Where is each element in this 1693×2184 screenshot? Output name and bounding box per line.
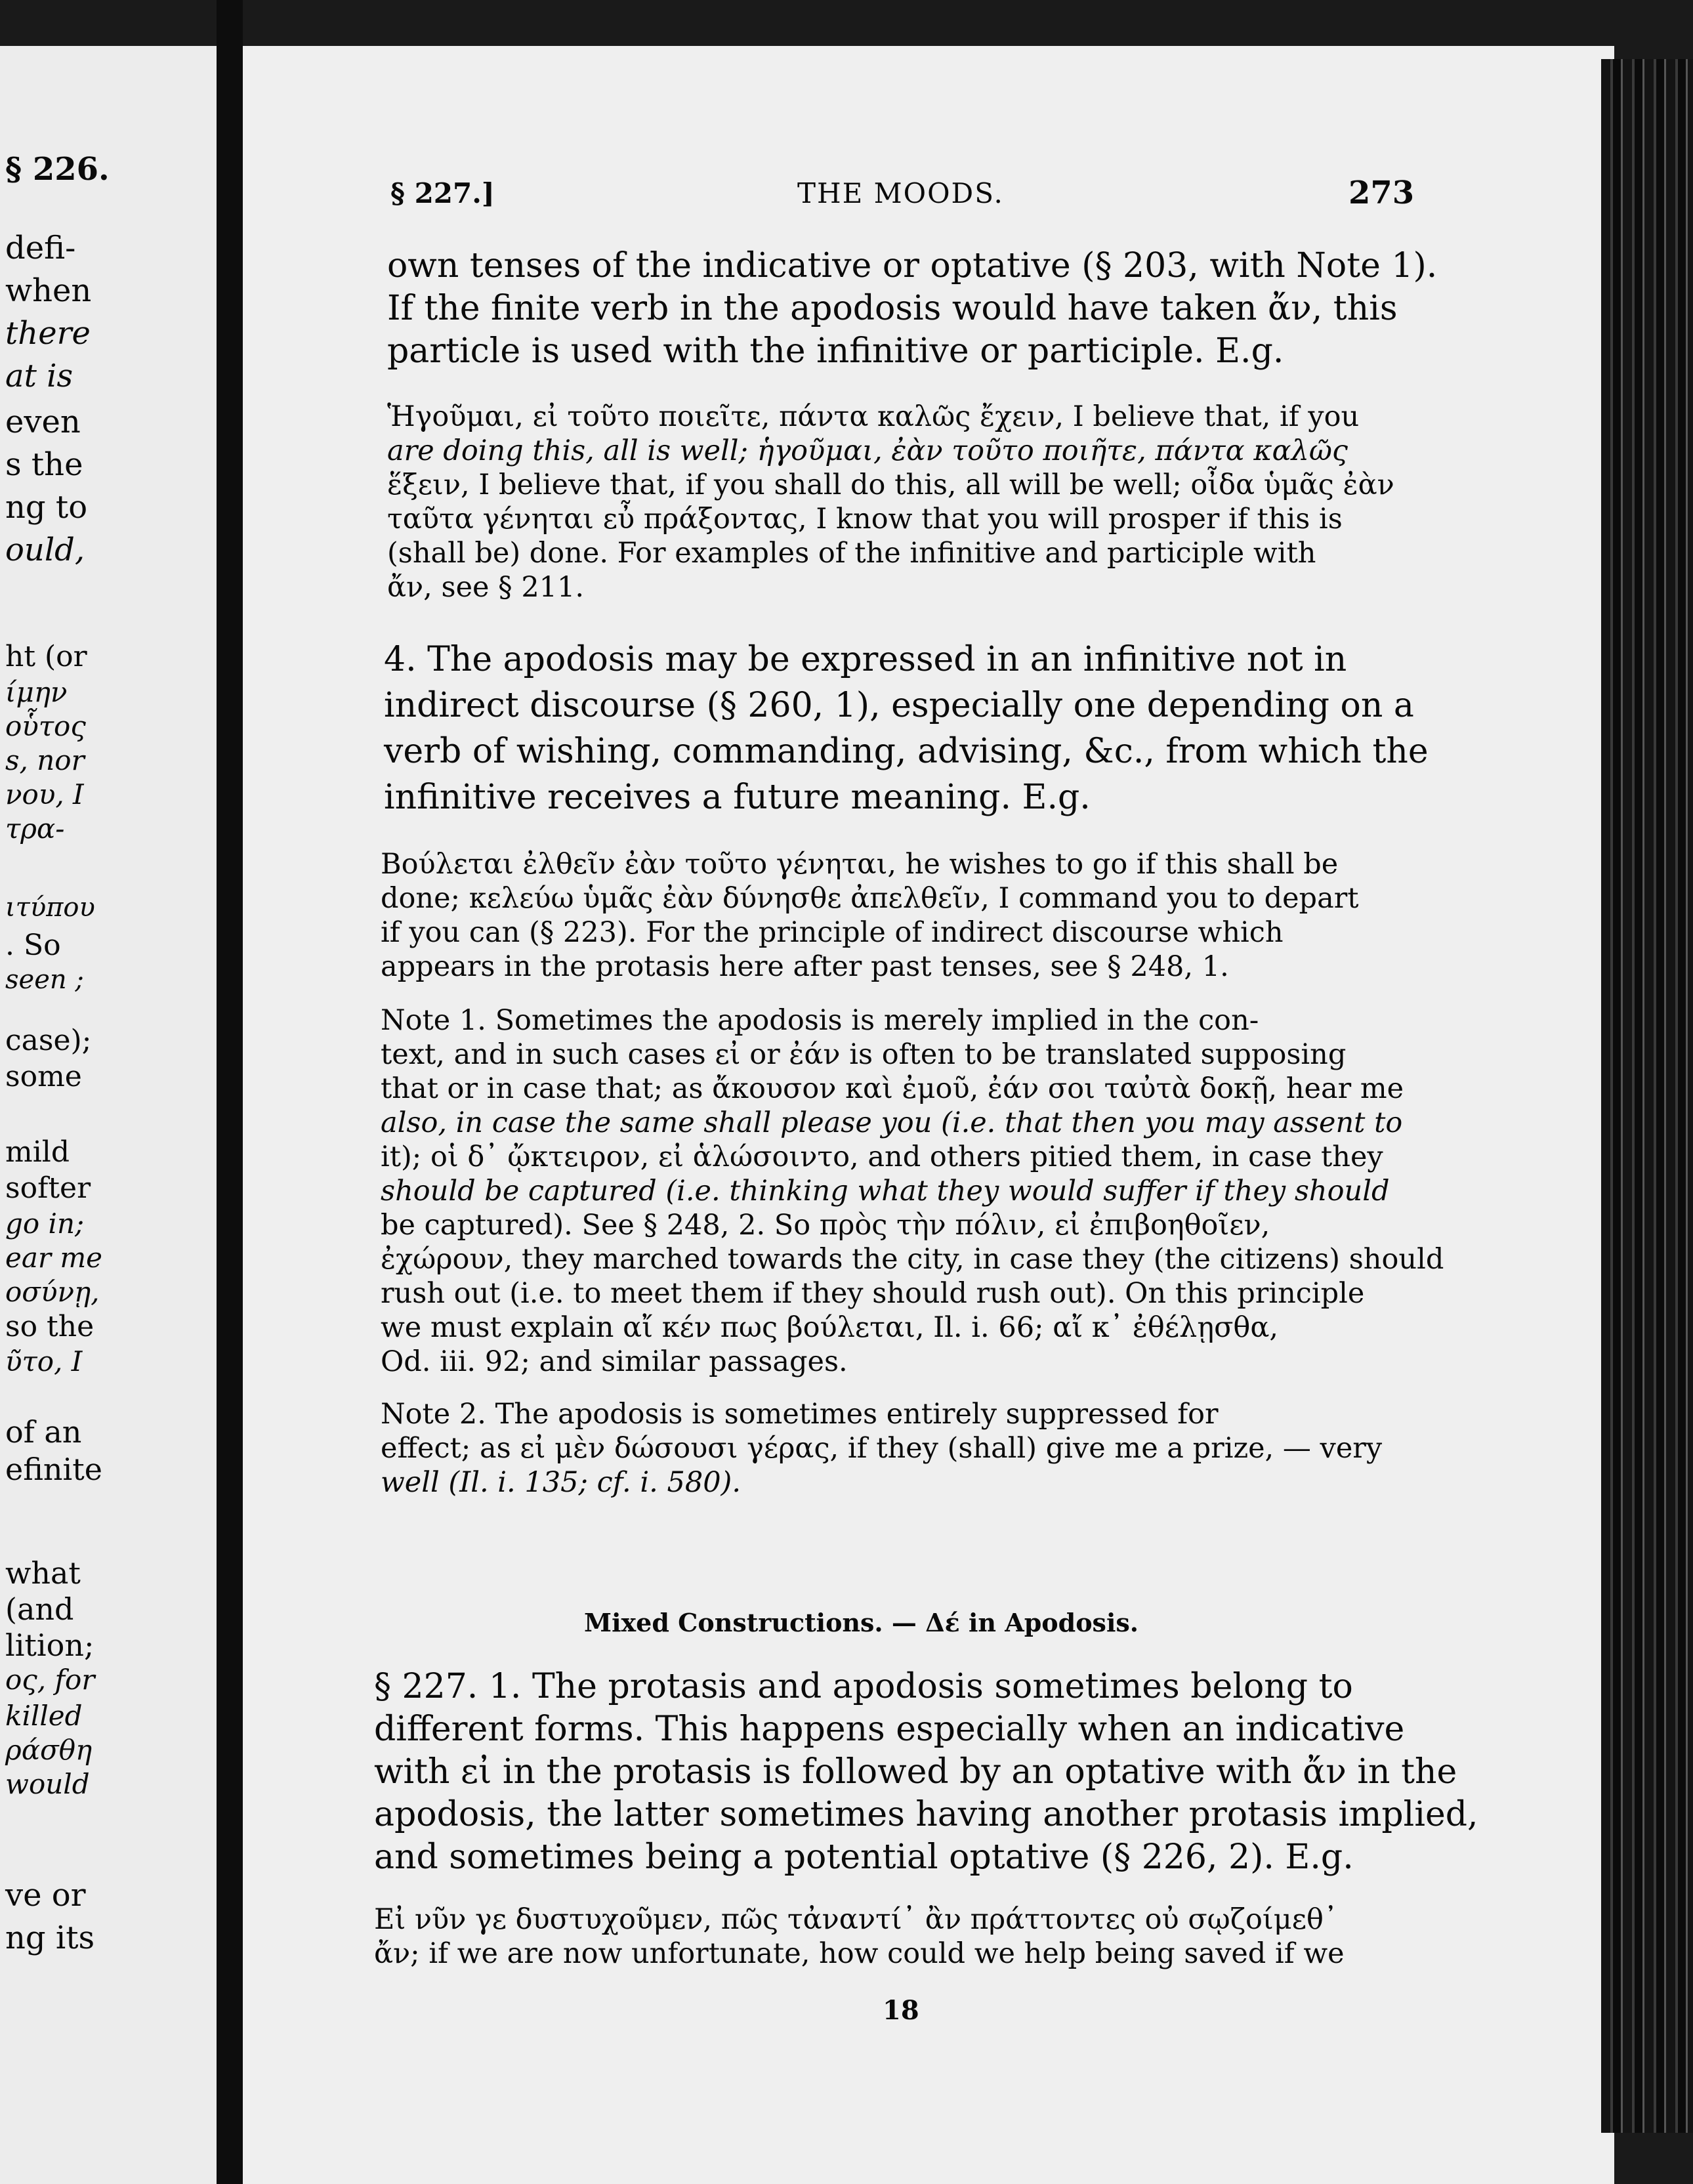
section-line: and sometimes being a potential optative (§ 226, 2). E.g.: [374, 1838, 1354, 1877]
note-line: Od. iii. 92; and similar passages.: [381, 1345, 848, 1378]
left-page-line: § 226.: [5, 151, 110, 188]
left-page-line: mild: [5, 1135, 70, 1169]
left-page-line: s the: [5, 446, 83, 483]
section-line: with εἰ in the protasis is followed by an optative with ἄν in the: [374, 1752, 1457, 1792]
book-gutter: [217, 0, 243, 2184]
left-page-line: ear me: [5, 1242, 103, 1274]
left-page-line: νου, I: [5, 778, 84, 810]
running-header-title: THE MOODS.: [797, 177, 1004, 209]
note-line: should be captured (i.e. thinking what they would suffer if they should: [381, 1175, 1390, 1208]
section-line: § 227. 1. The protasis and apodosis sometimes belong to: [374, 1667, 1353, 1706]
section-subheading: Mixed Constructions. — Δέ in Apodosis.: [584, 1608, 1139, 1637]
left-page-line: ng its: [5, 1920, 95, 1956]
left-page-line: go in;: [5, 1208, 85, 1240]
body-line: indirect discourse (§ 260, 1), especially one depending on a: [384, 686, 1414, 725]
left-page-line: of an: [5, 1414, 82, 1450]
left-page-line: ράσθη: [5, 1734, 93, 1766]
note-line: we must explain αἴ κέν πως βούλεται, Il. i. 66; αἴ κ᾽ ἐθέλῃσθα,: [381, 1311, 1279, 1344]
note-line: text, and in such cases εἰ or ἐάν is often to be translated supposing: [381, 1038, 1347, 1071]
left-page-line: some: [5, 1060, 82, 1093]
example-line: Βούλεται ἐλθεῖν ἐὰν τοῦτο γένηται, he wishes to go if this shall be: [381, 848, 1339, 881]
left-page-line: efinite: [5, 1452, 102, 1487]
note-line: rush out (i.e. to meet them if they should rush out). On this principle: [381, 1277, 1365, 1310]
left-page-line: ίμην: [5, 676, 68, 708]
signature-mark: 18: [883, 1995, 919, 2026]
left-page-line: τρα-: [5, 812, 65, 845]
left-page-line: . So: [5, 929, 61, 962]
left-page-line: ος, for: [5, 1664, 95, 1696]
note-line: well (Il. i. 135; cf. i. 580).: [381, 1466, 742, 1499]
note-line: it); οἱ δ᾽ ᾤκτειρον, εἰ ἁλώσοιντο, and others pitied them, in case they: [381, 1141, 1383, 1173]
body-line: verb of wishing, commanding, advising, &c., from which the: [384, 732, 1429, 771]
left-page-line: ould,: [5, 532, 85, 568]
left-page-line: defi-: [5, 230, 76, 266]
left-page-line: (and: [5, 1591, 74, 1627]
note-line: Note 1. Sometimes the apodosis is merely implied in the con-: [381, 1004, 1259, 1037]
body-line: own tenses of the indicative or optative (§ 203, with Note 1).: [387, 246, 1438, 285]
left-page-line: s, nor: [5, 744, 85, 776]
section-line: apodosis, the latter sometimes having another protasis implied,: [374, 1795, 1478, 1834]
left-page-line: ng to: [5, 489, 88, 526]
left-facing-page: [0, 46, 217, 2184]
left-page-line: softer: [5, 1171, 91, 1205]
body-line: particle is used with the infinitive or participle. E.g.: [387, 331, 1284, 371]
note-line: be captured). See § 248, 2. So πρὸς τὴν πόλιν, εἰ ἐπιβοηθοῖεν,: [381, 1209, 1270, 1242]
section-line: different forms. This happens especially when an indicative: [374, 1710, 1405, 1749]
left-page-line: what: [5, 1555, 81, 1591]
note-line: also, in case the same shall please you (i.e. that then you may assent to: [381, 1106, 1403, 1139]
note-line: Note 2. The apodosis is sometimes entirely suppressed for: [381, 1398, 1219, 1431]
running-header-section: § 227.]: [390, 177, 495, 209]
left-page-line: there: [5, 315, 91, 352]
example-line: ταῦτα γένηται εὖ πράξοντας, I know that you will prosper if this is: [387, 503, 1343, 536]
left-page-line: when: [5, 272, 92, 309]
left-page-line: killed: [5, 1700, 83, 1732]
body-line: If the finite verb in the apodosis would have taken ἄν, this: [387, 289, 1398, 328]
left-page-line: seen ;: [5, 965, 84, 995]
left-page-line: case);: [5, 1024, 92, 1057]
left-page-line: so the: [5, 1310, 94, 1343]
example-line: Εἰ νῦν γε δυστυχοῦμεν, πῶς τἀναντί᾽ ἂν πράττοντες οὐ σῳζοίμεθ᾽: [374, 1903, 1338, 1936]
left-page-line: at is: [5, 358, 73, 394]
left-page-line: ιτύπου: [5, 892, 95, 923]
left-page-line: ve or: [5, 1877, 86, 1914]
left-page-line: ῦτο, I: [5, 1345, 83, 1377]
note-line: effect; as εἰ μὲν δώσουσι γέρας, if they (shall) give me a prize, — very: [381, 1432, 1383, 1465]
book-page: [243, 46, 1614, 2184]
example-line: ἕξειν, I believe that, if you shall do this, all will be well; οἶδα ὑμᾶς ἐὰν: [387, 469, 1394, 501]
body-line: 4. The apodosis may be expressed in an infinitive not in: [384, 640, 1347, 679]
example-line: ἄν, see § 211.: [387, 571, 585, 604]
left-page-line: ht (or: [5, 640, 87, 673]
left-page-line: οσύνῃ,: [5, 1276, 100, 1308]
example-line: are doing this, all is well; ἡγοῦμαι, ἐὰν τοῦτο ποιῆτε, πάντα καλῶς: [387, 434, 1348, 467]
example-line: if you can (§ 223). For the principle of indirect discourse which: [381, 916, 1284, 949]
left-page-line: even: [5, 404, 81, 440]
left-page-line: would: [5, 1768, 90, 1800]
body-line: infinitive receives a future meaning. E.g.: [384, 778, 1091, 817]
note-line: ἐχώρουν, they marched towards the city, in case they (the citizens) should: [381, 1243, 1444, 1276]
example-line: Ἡγοῦμαι, εἰ τοῦτο ποιεῖτε, πάντα καλῶς ἔχειν, I believe that, if you: [387, 400, 1360, 433]
example-line: (shall be) done. For examples of the infinitive and participle with: [387, 537, 1316, 570]
left-page-line: οὗτος: [5, 710, 86, 742]
left-page-line: lition;: [5, 1628, 94, 1663]
note-line: that or in case that; as ἄκουσον καὶ ἐμοῦ, ἐάν σοι ταὐτὰ δοκῇ, hear me: [381, 1072, 1404, 1105]
page-number: 273: [1348, 175, 1415, 211]
example-line: done; κελεύω ὑμᾶς ἐὰν δύνησθε ἀπελθεῖν, I command you to depart: [381, 882, 1359, 915]
example-line: ἄν; if we are now unfortunate, how could we help being saved if we: [374, 1937, 1345, 1970]
example-line: appears in the protasis here after past tenses, see § 248, 1.: [381, 950, 1229, 983]
book-page-edges: [1601, 59, 1693, 2133]
